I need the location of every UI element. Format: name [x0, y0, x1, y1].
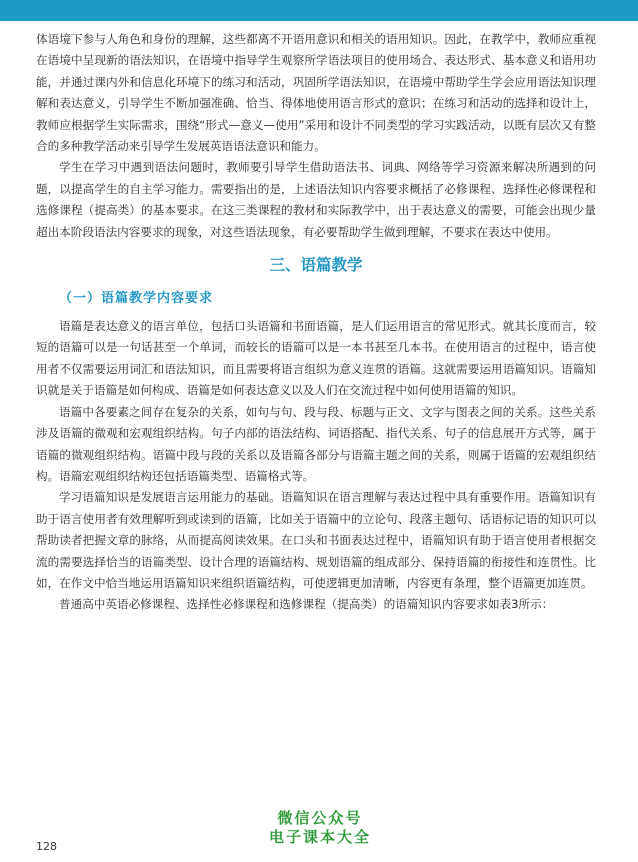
watermark-line-1: 微信公众号	[277, 809, 363, 827]
page-number: 128	[36, 840, 57, 853]
subsection-title: （一）语篇教学内容要求	[59, 291, 214, 307]
paragraph-table-reference: 普通高中英语必修课程、选择性必修课程和选修课程（提高类）的语篇知识内容要求如表3所示：	[59, 597, 554, 612]
top-color-bar	[0, 0, 638, 21]
section-title: 三、语篇教学	[269, 256, 363, 275]
paragraph-discourse-knowledge: 学习语篇知识是发展语言运用能力的基础。语篇知识在语言理解与表达过程中具有重要作用。语篇知识有助于语言使用者有效理解听到或读到的语篇，比如关于语篇中的立论句、段落主题句、话语标记语的知识可以帮助读者把握文章的脉络，从而提高阅读效果。在口头和书面表达过程中，语篇知识有助于语言使用者根据交流的需要选择恰当的语篇类型、设计合理的语篇结构、规划语篇的组成部分、保持语篇的衔接性和连贯性。比如，在作文中恰当地运用语篇知识来组织语篇结构，可使逻辑更加清晰，内容更有条理，整个语篇更加连贯。	[36, 490, 596, 590]
paragraph-discourse-definition: 语篇是表达意义的语言单位，包括口头语篇和书面语篇，是人们运用语言的常见形式。就其长度而言，较短的语篇可以是一句话甚至一个单词，而较长的语篇可以是一本书甚至几本书。在使用语言的过程中，语言使用者不仅需要运用词汇和语法知识，而且需要将语言组织为意义连贯的语篇。这就需要运用语篇知识。语篇知识就是关于语篇是如何构成、语篇是如何表达意义以及人们在交流过程中如何使用语篇的知识。	[36, 319, 596, 398]
watermark-line-2: 电子课本大全	[268, 828, 371, 846]
paragraph-grammar-resources: 学生在学习中遇到语法问题时，教师要引导学生借助语法书、词典、网络等学习资源来解决所遇到的问题，以提高学生的自主学习能力。需要指出的是，上述语法知识内容要求概括了必修课程、选择性必修课程和选修课程（提高类）的基本要求。在这三类课程的教材和实际教学中，出于表达意义的需要，可能会出现少量超出本阶段语法内容要求的现象，对这些语法现象，有必要帮助学生做到理解，不要求在表达中使用。	[36, 160, 596, 239]
paragraph-discourse-structure: 语篇中各要素之间存在复杂的关系，如句与句、段与段、标题与正文、文字与图表之间的关系。这些关系涉及语篇的微观和宏观组织结构。句子内部的语法结构、词语搭配、指代关系、句子的信息展开方式等，属于语篇的微观组织结构。语篇中段与段的关系以及语篇各部分与语篇主题之间的关系，则属于语篇的宏观组织结构。语篇宏观组织结构还包括语篇类型、语篇格式等。	[36, 404, 596, 483]
page-content	[36, 29, 596, 616]
watermark-logo	[250, 809, 390, 847]
paragraph-grammar-context: 体语境下参与人角色和身份的理解，这些都离不开语用意识和相关的语用知识。因此，在教学中，教师应重视在语境中呈现新的语法知识，在语境中指导学生观察所学语法项目的使用场合、表达形式、基本意义和语用功能，并通过课内外和信息化环境下的练习和活动，巩固所学语法知识，在语境中帮助学生学会应用语法知识理解和表达意义，引导学生不断加强准确、恰当、得体地使用语言形式的意识；在练习和活动的选择和设计上，教师应根据学生实际需求，围绕“形式—意义—使用”采用和设计不同类型的学习实践活动，以既有层次又有整合的多种教学活动来引导学生发展英语语法意识和能力。	[36, 32, 596, 154]
